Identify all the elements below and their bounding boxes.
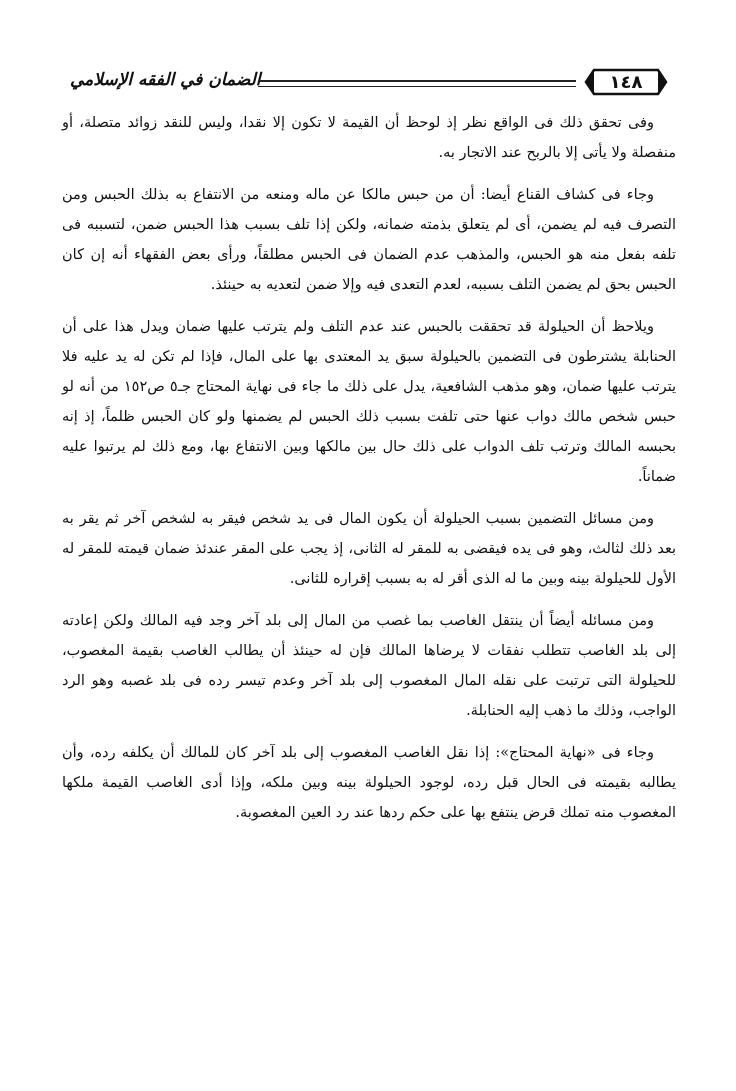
running-title: الضمان في الفقه الإسلامي [70, 70, 261, 90]
header-rule [258, 80, 576, 87]
body-text [62, 108, 676, 840]
paragraph: ومن مسائل التضمين بسبب الحيلولة أن يكون المال فى يد شخص فيقر به لشخص آخر ثم يقر به بعد ذلك لثالث، وهو فى يده فيقضى به للمقر له الثانى، إذ يجب على المقر عندئذ ضمان قيمته للمقر له الأول للحيلولة بينه وبين ما له الذى أقر له به بسبب إقراره للثانى. [62, 511, 676, 587]
page-number-frame [584, 68, 668, 96]
paragraph: وفى تحقق ذلك فى الواقع نظر إذ لوحظ أن القيمة لا تكون إلا نقدا، وليس للنقد زوائد متصلة، أو منفصلة ولا يأتى إلا بالربح عند الاتجار به. [62, 115, 676, 161]
paragraph: ومن مسائله أيضاً أن ينتقل الغاصب بما غصب من المال إلى بلد آخر وجد فيه المالك ولكن إعادته إلى بلد الغاصب تتطلب نفقات لا يرضاها المالك فإن له حينئذ أن يطالب الغاصب بقيمة المغصوب، للحيلولة التى ترتبت على نقله المال المغصوب إلى بلد آخر وعدم تيسر رده فى بلد غصبه وهو الرد الواجب، وذلك ما ذهب إليه الحنابلة. [62, 613, 676, 719]
paragraph: وجاء فى «نهاية المحتاج»: إذا نقل الغاصب المغصوب إلى بلد آخر كان للمالك أن يكلفه رده، وأن يطالبه بقيمته فى الحال قبل رده، لوجود الحيلولة بينه وبين ملكه، وإذا أدى الغاصب القيمة ملكها المغصوب منه تملك قرض ينتفع بها على حكم ردها عند رد العين المغصوبة. [62, 745, 676, 821]
page-number: ١٤٨ [609, 72, 643, 93]
paragraph: وجاء فى كشاف القناع أيضا: أن من حبس مالكا عن ماله ومنعه من الانتفاع به بذلك الحبس ومن التصرف فيه لم يضمن، أى لم يتعلق بذمته ضمانه، ولكن إذا تلف بسبب هذا الحبس ضمن، لتسببه فى تلفه بفعل منه هو الحبس، والمذهب عدم الضمان فى الحبس مطلقاً، ورأى بعض الفقهاء أنه إن كان الحبس بحق لم يضمن التلف بسببه، لعدم التعدى فيه وإلا ضمن لتعديه به حينئذ. [62, 187, 676, 293]
paragraph: ويلاحظ أن الحيلولة قد تحققت بالحبس عند عدم التلف ولم يترتب عليها ضمان ويدل هذا على أن الحنابلة يشترطون فى التضمين بالحيلولة سبق يد المعتدى بها على المال، فإذا لم تكن له يد عليه فلا يترتب عليها ضمان، وهو مذهب الشافعية، يدل على ذلك ما جاء فى نهاية المحتاج جـ٥ ص١٥٢ من أنه لو حبس شخص مالك دواب عنها حتى تلفت بسبب ذلك الحبس لم يضمنها ولو كان الحبس ظلماً، إذ إنه بحبسه المالك وترتب تلف الدواب على ذلك حال بين مالكها وبين الانتفاع بها، ومع ذلك لم يرتبوا عليه ضماناً. [62, 319, 677, 485]
page-header [70, 66, 668, 100]
